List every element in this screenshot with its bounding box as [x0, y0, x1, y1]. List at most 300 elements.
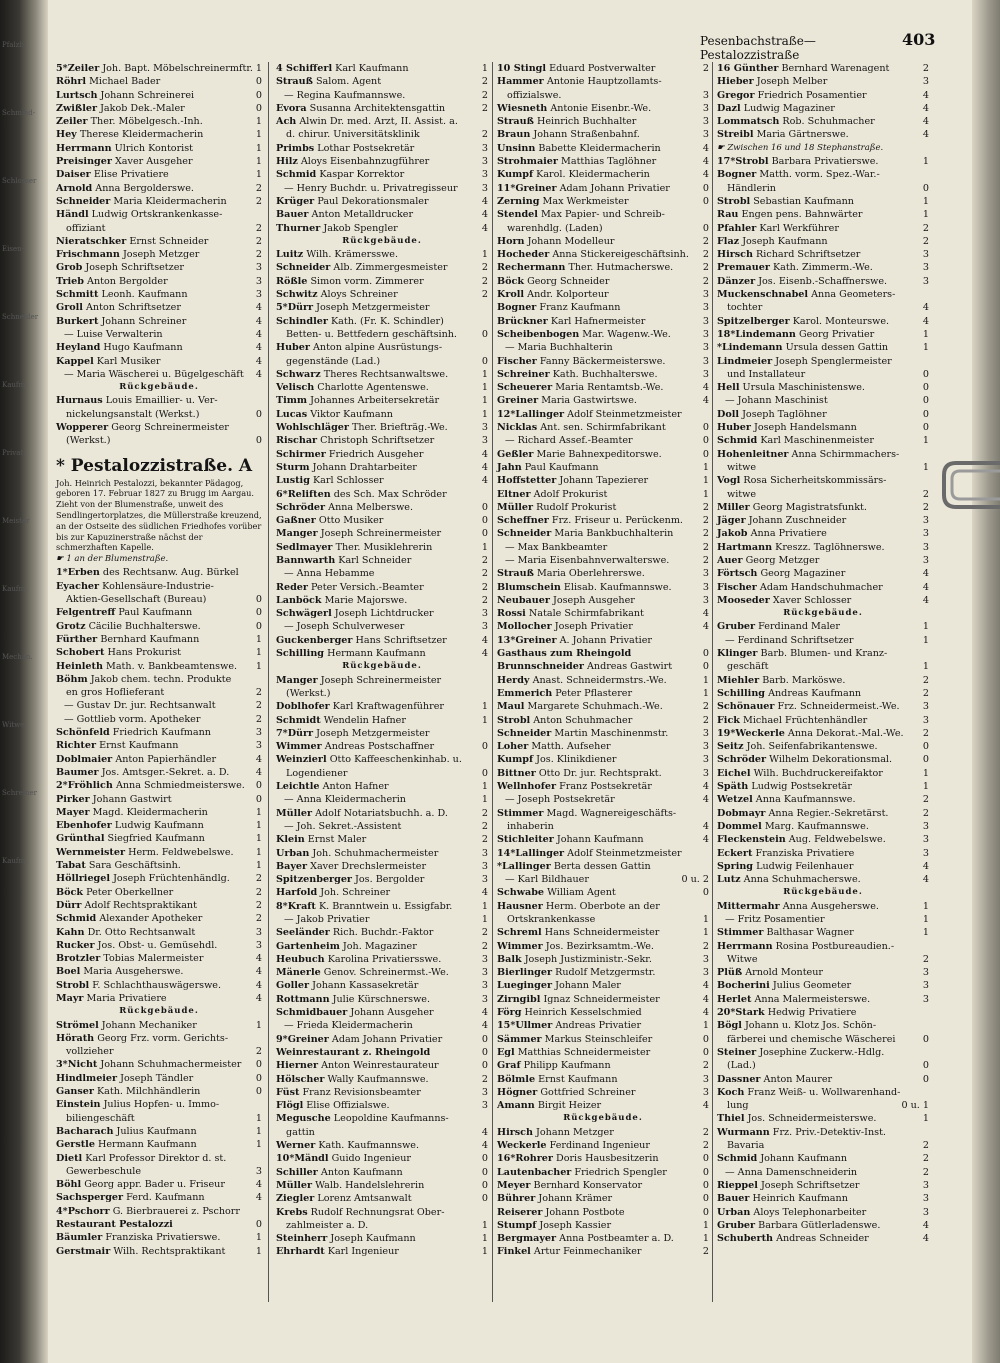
entry-floor: 1 [481, 781, 488, 793]
directory-entry [56, 899, 262, 912]
entry-floor: 3 [702, 342, 709, 354]
binding-line: Kaufm. [2, 585, 28, 593]
directory-entry [56, 766, 262, 779]
entry-floor: 4 [702, 382, 709, 394]
entry-detail: Hans Schneidermeister [544, 927, 660, 939]
entry-name: Lustig [276, 475, 310, 487]
directory-entry [497, 1033, 709, 1046]
entry-detail: Georg Schneider [527, 275, 610, 287]
entry-name: Miller [717, 501, 750, 513]
entry-detail: Karl Schlosser [312, 475, 384, 487]
entry-floor: 1 [702, 927, 709, 939]
entry-floor: 3 [702, 727, 709, 739]
entry-name: 20*Stark [717, 1007, 765, 1019]
entry-name: Koch [717, 1086, 745, 1098]
entry-floor: 0 [922, 422, 929, 434]
entry-floor: 3 [255, 262, 262, 274]
entry-detail: Richard Schriftsetzer [756, 249, 861, 261]
entry-name: Vogl [717, 475, 741, 487]
entry-detail: witwe [727, 488, 757, 500]
entry-floor: 3 [922, 701, 929, 713]
directory-entry [276, 979, 488, 992]
directory-entry [56, 1152, 262, 1165]
entry-floor: 2 [702, 541, 709, 553]
entry-floor: 3 [922, 262, 929, 274]
entry-detail: Matthias Taglöhner [561, 156, 657, 168]
entry-detail: Julius Kaufmann [116, 1125, 197, 1137]
entry-detail: Gewerbeschule [66, 1165, 142, 1177]
directory-entry [276, 341, 488, 354]
directory-entry [56, 1245, 262, 1258]
entry-name: 7*Dürr [276, 727, 314, 739]
directory-entry [717, 913, 929, 926]
entry-name: Flögl [276, 1100, 304, 1112]
entry-floor: 1 [255, 169, 262, 181]
entry-name: Schmid [717, 1153, 758, 1165]
entry-detail: Karl Musiker [96, 355, 161, 367]
entry-detail: Wilh. Krämersswe. [306, 249, 399, 261]
entry-floor: 2 [481, 129, 488, 141]
entry-name: Zwißler [56, 102, 97, 114]
directory-entry [497, 301, 709, 314]
entry-floor: 1 [255, 129, 262, 141]
entry-detail: — Maria Wäscherei u. Bügelgeschäft [64, 368, 244, 380]
directory-entry [717, 1139, 929, 1152]
entry-detail: Joseph Kaufmann [742, 235, 828, 247]
entry-detail: Johann Kaufmann [556, 834, 644, 846]
entry-detail: Joseph Schreinermeister [320, 528, 442, 540]
entry-detail: Andr. Kolporteur [527, 289, 609, 301]
entry-floor: 3 [702, 1086, 709, 1098]
entry-name: Finkel [497, 1246, 531, 1258]
entry-detail: — Ferdinand Schriftsetzer [725, 634, 854, 646]
entry-floor: 1 [255, 1125, 262, 1137]
entry-detail: Christoph Schriftsetzer [320, 435, 435, 447]
directory-entry [276, 620, 488, 633]
entry-name: Ganser [56, 1086, 94, 1098]
directory-entry [276, 448, 488, 461]
entry-detail: Kath. Milchhändlerin [97, 1086, 201, 1098]
entry-floor: 2 [255, 182, 262, 194]
entry-name: Bacharach [56, 1125, 114, 1137]
entry-detail: — Richard Assef.-Beamter [505, 435, 633, 447]
entry-name: Schneider [497, 528, 552, 540]
entry-detail: Johann Modelleur [527, 235, 615, 247]
directory-entry [56, 793, 262, 806]
entry-name: Grotz [56, 620, 86, 632]
directory-entry [717, 753, 929, 766]
entry-floor: 2 [702, 1126, 709, 1138]
entry-name: Heyland [56, 342, 101, 354]
entry-floor: 1 [255, 833, 262, 845]
entry-name: Schneider [56, 195, 111, 207]
entry-floor: 0 [922, 741, 929, 753]
section-label: Rückgebäude. [342, 235, 422, 246]
entry-floor: 3 [481, 142, 488, 154]
entry-floor: 1 [481, 900, 488, 912]
entry-name: Evora [276, 102, 307, 114]
directory-entry [276, 900, 488, 913]
entry-name: Strobl [717, 195, 751, 207]
entry-name: Sämmer [497, 1033, 542, 1045]
entry-detail: Andreas Gastwirt [586, 661, 673, 673]
entry-name: Kumpf [497, 169, 534, 181]
entry-detail: Anna Postbeamter a. D. [559, 1233, 674, 1245]
entry-detail: Georg Frz. vorm. Gerichts- [97, 1032, 229, 1044]
entry-detail: Siegfried Kaufmann [107, 833, 205, 845]
directory-column-3 [497, 62, 709, 1259]
directory-entry [497, 1073, 709, 1086]
directory-entry [56, 1032, 262, 1045]
entry-floor: 4 [255, 979, 262, 991]
directory-entry [497, 474, 709, 487]
entry-floor: 3 [481, 1100, 488, 1112]
entry-detail: Franz Revisionsbeamter [302, 1086, 421, 1098]
directory-entry [276, 567, 488, 580]
entry-detail: Josephine Zuckerw.-Hdlg. [759, 1046, 885, 1058]
entry-detail: Anna Schmiedmeisterswe. [115, 780, 245, 792]
entry-floor: 3 [255, 740, 262, 752]
directory-entry [497, 1126, 709, 1139]
entry-name: Gregor [717, 89, 755, 101]
entry-floor: 3 [481, 169, 488, 181]
entry-detail: Johann u. Klotz Jos. Schön- [744, 1020, 877, 1032]
directory-entry [497, 793, 709, 806]
entry-detail: Karl Ingenieur [327, 1246, 399, 1258]
entry-name: Wiesneth [497, 102, 548, 114]
entry-detail: Ignaz Schneidermeister [543, 993, 660, 1005]
entry-detail: Georg appr. Bader u. Friseur [84, 1179, 225, 1191]
entry-name: Müller [276, 807, 313, 819]
directory-entry [276, 1086, 488, 1099]
entry-floor: 0 [481, 1060, 488, 1072]
directory-entry [717, 261, 929, 274]
directory-entry [717, 275, 929, 288]
entry-detail: Genov. Schreinermst.-We. [323, 967, 449, 979]
directory-entry [717, 168, 929, 181]
entry-detail: Charlotte Agentenswe. [317, 382, 429, 394]
entry-detail: Joseph Metzgermeister [316, 302, 430, 314]
entry-detail: Cäcilie Buchhalterswe. [88, 620, 201, 632]
entry-floor: 4 [481, 222, 488, 234]
entry-floor: 2 [255, 700, 262, 712]
entry-floor: 3 [481, 967, 488, 979]
entry-detail: Bernhard Warenagent [781, 63, 890, 74]
entry-detail: Anna Ausgeherswe. [782, 900, 879, 912]
entry-detail: Aug. Feldwebelswe. [788, 834, 886, 846]
directory-entry [717, 634, 929, 647]
entry-name: Baumer [56, 766, 99, 778]
entry-name: Lommatsch [717, 116, 780, 128]
directory-entry [276, 833, 488, 846]
entry-detail: Jos. Schneidermeisterswe. [747, 1113, 877, 1125]
entry-floor: 1 [255, 846, 262, 858]
entry-detail: Joseph Privatier [554, 621, 633, 633]
entry-detail: Peter Pflasterer [555, 687, 633, 699]
entry-detail: Karol. Monteurswe. [792, 315, 890, 327]
entry-name: Megusche [276, 1113, 331, 1125]
entry-name: Streibl [717, 129, 754, 141]
entry-detail: F. Schlachthauswägerswe. [92, 979, 222, 991]
entry-detail: Otto Musiker [318, 515, 384, 527]
entry-name: Lindmeier [717, 355, 773, 367]
entry-floor: 1 [255, 116, 262, 128]
entry-name: Kumpf [497, 754, 534, 766]
entry-name: Hirsch [717, 249, 753, 261]
entry-floor: 3 [922, 967, 929, 979]
entry-floor: 1 [255, 1112, 262, 1124]
directory-entry [717, 953, 929, 966]
entry-floor: 1 [922, 461, 929, 473]
entry-detail: Johann Schuhmachermeister [100, 1059, 242, 1071]
entry-detail: Joseph Melber [756, 76, 828, 88]
entry-name: Hilz [276, 156, 298, 168]
entry-floor: 2 [702, 249, 709, 261]
entry-detail: Bernhard Kaufmann [100, 633, 200, 645]
directory-entry [56, 779, 262, 792]
entry-floor: 0 [481, 1193, 488, 1205]
page-edge [972, 0, 1000, 1363]
directory-entry [497, 807, 709, 820]
entry-name: Förg [497, 1007, 522, 1019]
entry-name: Jäger [717, 515, 746, 527]
directory-entry [56, 1205, 262, 1218]
directory-entry [56, 1125, 262, 1138]
entry-floor: 0 [255, 435, 262, 447]
entry-floor: 1 [481, 1219, 488, 1231]
entry-detail: Michael Bader [89, 76, 161, 88]
entry-floor: 2 [702, 262, 709, 274]
directory-entry [276, 355, 488, 368]
entry-floor: 0 [922, 408, 929, 420]
entry-name: Braun [497, 129, 531, 141]
entry-detail: Friedrich Ausgeher [328, 448, 424, 460]
entry-floor: 0 [481, 767, 488, 779]
entry-detail: Philipp Kaufmann [523, 1060, 611, 1072]
entry-name: 3*Nicht [56, 1059, 98, 1071]
entry-detail: Joseph Metzger [122, 249, 200, 261]
entry-floor: 2 [702, 528, 709, 540]
entry-name: Strohmaier [497, 156, 558, 168]
entry-name: Guckenberger [276, 634, 353, 646]
entry-name: Velisch [276, 382, 315, 394]
entry-name: Egl [497, 1046, 515, 1058]
directory-entry [276, 142, 488, 155]
entry-name: Bogner [717, 169, 757, 181]
directory-entry [276, 75, 488, 88]
entry-detail: Rudolf Metzgermstr. [555, 967, 656, 979]
entry-name: Bührer [497, 1193, 536, 1205]
entry-name: 5*Zeiler [56, 63, 100, 74]
entry-floor: 1 [702, 1233, 709, 1245]
directory-entry [497, 953, 709, 966]
entry-detail: Dr. Otto Rechtsanwalt [87, 926, 196, 938]
entry-floor: 1 [922, 156, 929, 168]
entry-floor: 1 [481, 408, 488, 420]
entry-name: Schwarz [276, 368, 321, 380]
entry-floor: 1 [922, 209, 929, 221]
entry-floor: 3 [702, 754, 709, 766]
entry-detail: Otto Dr. jur. Rechtsprakt. [538, 767, 662, 779]
directory-entry [497, 567, 709, 580]
entry-floor: 1 [481, 794, 488, 806]
directory-entry [497, 248, 709, 261]
directory-entry [717, 554, 929, 567]
entry-floor: 0 [702, 661, 709, 673]
directory-entry [497, 155, 709, 168]
entry-floor: 4 [922, 1233, 929, 1245]
entry-floor: 0 [702, 435, 709, 447]
entry-name: Böhm [56, 673, 88, 685]
directory-entry [717, 1232, 929, 1245]
entry-floor: 2 [481, 820, 488, 832]
directory-entry [717, 328, 929, 341]
entry-name: Neubauer [497, 594, 550, 606]
entry-detail: Walb. Handelslehrerin [315, 1179, 425, 1191]
entry-detail: Anton Kaufmann [320, 1166, 403, 1178]
entry-floor: 4 [702, 142, 709, 154]
street-description: Joh. Heinrich Pestalozzi, bekannter Pädagog, geboren 17. Februar 1827 zu Brugg im Aargau. Zieht von der Blumenstraße, unweit des Sendlingertorplatzes, die Müllerstraße kreuzend, an der Ostseite des südlichen Friedhofes vorüber bis zur Kapuzinerstraße nächst der schmerzhaften Kapelle. [56, 477, 262, 553]
entry-name: Rischar [276, 435, 318, 447]
entry-floor: 0 [702, 1179, 709, 1191]
entry-detail: Joseph Schriftsetzer [760, 1179, 860, 1191]
entry-name: Auer [717, 554, 743, 566]
entry-name: Ebenhofer [56, 820, 112, 832]
entry-name: Lanböck [276, 594, 322, 606]
entry-floor: 1 [922, 1113, 929, 1125]
entry-detail: Johann Krämer [538, 1193, 613, 1205]
entry-floor: 0 [702, 648, 709, 660]
directory-entry [56, 355, 262, 368]
entry-detail: d. chirur. Universitätsklinik [286, 129, 420, 141]
entry-floor: 1 [481, 541, 488, 553]
entry-detail: Anna Regier.-Sekretärst. [768, 807, 889, 819]
entry-floor: 3 [702, 315, 709, 327]
entry-floor: 3 [702, 129, 709, 141]
entry-name: Huber [717, 422, 751, 434]
entry-floor: 0 [481, 1166, 488, 1178]
entry-detail: Elise Privatiere [93, 169, 169, 181]
entry-detail: inhaberin [507, 820, 554, 832]
entry-detail: Otto Kaffeeschenkinhab. u. [329, 754, 462, 766]
entry-floor: 4 [481, 1007, 488, 1019]
entry-floor: 2 [255, 913, 262, 925]
directory-entry [497, 554, 709, 567]
entry-name: Thurner [276, 222, 321, 234]
directory-entry [276, 847, 488, 860]
entry-detail: Ursula dessen Gattin [785, 342, 889, 354]
entry-floor: 1 [922, 342, 929, 354]
directory-entry [56, 686, 262, 699]
entry-name: Zerning [497, 195, 540, 207]
entry-name: Bayer [276, 860, 308, 872]
entry-detail: Johann Gastwirt [92, 793, 172, 805]
directory-entry [276, 740, 488, 753]
entry-detail: Paul Kaufmann [118, 607, 193, 619]
entry-floor: 4 [481, 648, 488, 660]
directory-entry [56, 580, 262, 593]
entry-name: Strömel [56, 1019, 99, 1031]
entry-detail: Hedwig Privatiere [767, 1007, 857, 1019]
entry-detail: Joseph Spenglermeister [775, 355, 892, 367]
entry-detail: Rich. Buchdr.-Faktor [332, 927, 434, 939]
entry-detail: Margarete Schuhmach.-We. [527, 701, 663, 713]
entry-floor: 2 [922, 488, 929, 500]
entry-detail: Joseph Kaufmann [330, 1233, 416, 1245]
directory-entry [717, 567, 929, 580]
entry-name: Werner [276, 1140, 316, 1152]
entry-floor: 0 [922, 1073, 929, 1085]
entry-floor: 2 [922, 1166, 929, 1178]
entry-name: Schwitz [276, 289, 318, 301]
directory-entry [497, 261, 709, 274]
entry-floor: 1 [255, 806, 262, 818]
directory-entry [276, 966, 488, 979]
directory-entry [717, 620, 929, 633]
entry-detail: Marg. Kaufmannswe. [764, 820, 869, 832]
directory-entry [276, 634, 488, 647]
directory-entry [276, 128, 488, 141]
directory-entry [276, 767, 488, 780]
binding-line: Meister [2, 517, 30, 525]
directory-entry [717, 674, 929, 687]
directory-entry [56, 979, 262, 992]
entry-name: 10 Stingl [497, 63, 547, 74]
entry-name: Scheuerer [497, 382, 553, 394]
entry-name: Schmidt [276, 714, 321, 726]
entry-detail: — Maria Eisenbahnverwalterswe. [505, 554, 670, 566]
entry-name: Goller [276, 980, 310, 992]
entry-floor: 4 [702, 834, 709, 846]
entry-floor: 4 [481, 475, 488, 487]
entry-detail: Joseph Früchtenhändlg. [113, 873, 230, 885]
directory-entry [56, 408, 262, 421]
entry-detail: Anton Bergolder [87, 275, 168, 287]
entry-detail: Julie Kürschnerswe. [332, 993, 431, 1005]
entry-detail: Ferd. Kaufmann [126, 1192, 205, 1204]
entry-name: Dietl [56, 1152, 83, 1164]
entry-detail: Joh. Bapt. Möbelschreinermftr. [102, 63, 253, 74]
directory-entry [56, 673, 262, 686]
entry-detail: Anton Schriftsetzer [86, 302, 181, 314]
entry-floor: 4 [922, 874, 929, 886]
directory-entry [717, 89, 929, 102]
directory-entry [497, 993, 709, 1006]
entry-name: Blumschein [497, 581, 561, 593]
directory-entry [56, 606, 262, 619]
entry-name: Strobl [56, 979, 90, 991]
entry-detail: Heinrich Kaufmann [752, 1193, 848, 1205]
entry-detail: Anton Metalldrucker [311, 209, 414, 221]
entry-detail: biliengeschäft [66, 1112, 135, 1124]
directory-entry [717, 1152, 929, 1165]
entry-name: Bögl [717, 1020, 742, 1032]
entry-name: Förtsch [717, 568, 758, 580]
directory-entry [497, 581, 709, 594]
entry-name: 13*Greiner [497, 634, 557, 646]
entry-floor: 3 [255, 275, 262, 287]
entry-detail: Anna Melberswe. [328, 501, 414, 513]
entry-name: Weinzierl [276, 754, 327, 766]
entry-detail: Jakob chem. techn. Produkte [90, 673, 232, 685]
entry-detail: — Anna Hebamme [284, 568, 375, 580]
directory-entry [56, 1019, 262, 1032]
entry-name: Scheibenbogen [497, 328, 580, 340]
entry-floor: 4 [702, 820, 709, 832]
entry-detail: Rosa Sicherheitskommissärs- [743, 475, 887, 487]
binding-line: Eisen- [2, 245, 24, 253]
entry-detail: Julius Geometer [772, 980, 852, 992]
